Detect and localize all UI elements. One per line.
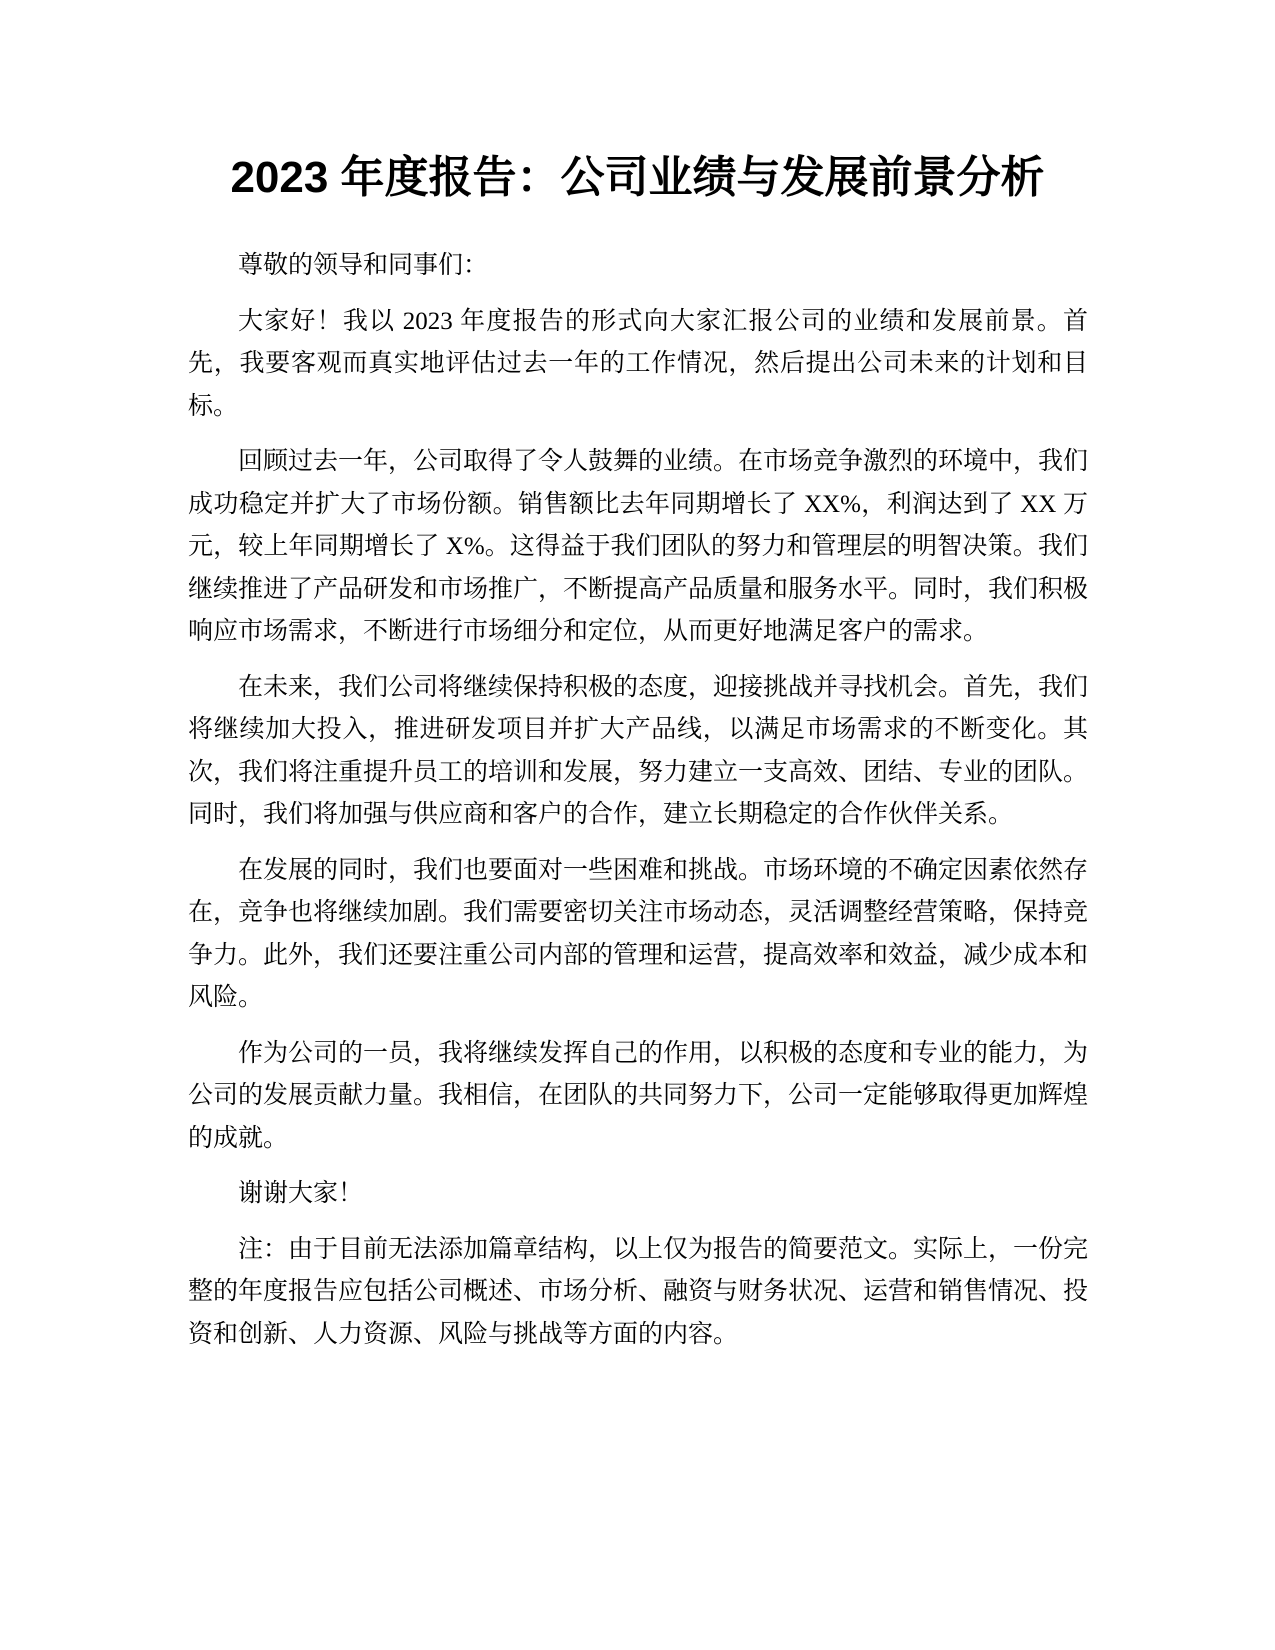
salutation-paragraph: 尊敬的领导和同事们：	[238, 252, 489, 279]
intro-paragraph: 大家好！我以 2023 年度报告的形式向大家汇报公司的业绩和发展前景。首先，我要客观而真实地评估过去一年的工作情况，然后提出公司未来的计划和目标。	[188, 307, 1088, 420]
note-paragraph: 注：由于目前无法添加篇章结构，以上仅为报告的简要范文。实际上，一份完整的年度报告应包括公司概述、市场分析、融资与财务状况、运营和销售情况、投资和创新、人力资源、风险与挑战等方面的内容。	[188, 1235, 1089, 1348]
document-title: 2023 年度报告：公司业绩与发展前景分析	[230, 153, 1045, 202]
future-plan-paragraph: 在未来，我们公司将继续保持积极的态度，迎接挑战并寻找机会。首先，我们将继续加大投入，推进研发项目并扩大产品线，以满足市场需求的不断变化。其次，我们将注重提升员工的培训和发展，努力建立一支高效、团结、专业的团队。同时，我们将加强与供应商和客户的合作，建立长期稳定的合作伙伴关系。	[188, 673, 1089, 828]
thanks-paragraph: 谢谢大家！	[238, 1180, 364, 1207]
document-body	[188, 245, 1088, 1369]
challenges-paragraph: 在发展的同时，我们也要面对一些困难和挑战。市场环境的不确定因素依然存在，竞争也将继续加剧。我们需要密切关注市场动态，灵活调整经营策略，保持竞争力。此外，我们还要注重公司内部的管理和运营，提高效率和效益，减少成本和风险。	[188, 856, 1089, 1011]
commitment-paragraph: 作为公司的一员，我将继续发挥自己的作用，以积极的态度和专业的能力，为公司的发展贡献力量。我相信，在团队的共同努力下，公司一定能够取得更加辉煌的成就。	[188, 1039, 1089, 1152]
review-paragraph: 回顾过去一年，公司取得了令人鼓舞的业绩。在市场竞争激烈的环境中，我们成功稳定并扩大了市场份额。销售额比去年同期增长了 XX%，利润达到了 XX 万元，较上年同期增长了 X%。这得益于我们团队的努力和管理层的明智决策。我们继续推进了产品研发和市场推广，不断提高产品质量和服务水平。同时，我们积极响应市场需求，不断进行市场细分和定位，从而更好地满足客户的需求。	[188, 448, 1089, 645]
